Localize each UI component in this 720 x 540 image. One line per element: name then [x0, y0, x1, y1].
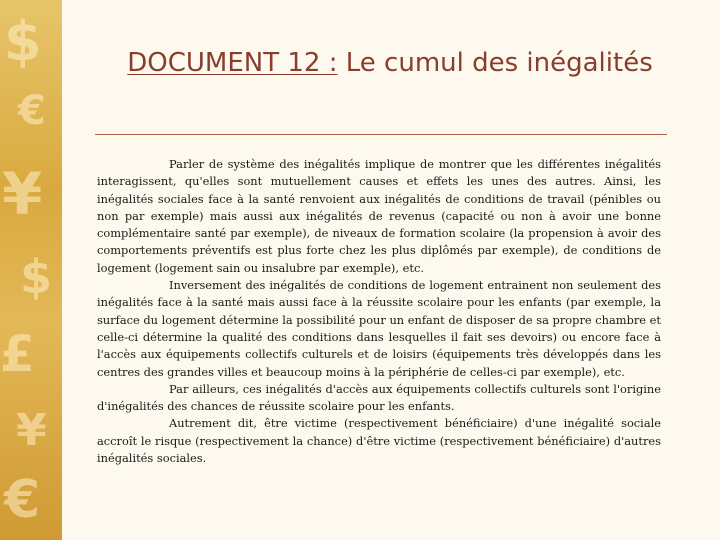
paragraph-3: Par ailleurs, ces inégalités d'accès aux équipements collectifs culturels sont l'origine d'inégalités des chances de réussite scolaire pour les enfants. [97, 381, 661, 414]
yen-symbol-icon: ¥ [2, 160, 43, 228]
pound-symbol-icon: £ [0, 325, 35, 383]
document-title [95, 46, 685, 80]
paragraph-2: Inversement des inégalités de conditions de logement entrainent non seulement des inégalités face à la santé mais aussi face à la réussite scolaire pour les enfants (par exemple, la surface du logement détermine la possibilité pour un enfant de disposer de sa propre chambre et celle-ci détermine la qualité des conditions dans lesquelles il fait ses devoirs) ou encore face à l'accès aux équipements collectifs culturels et de loisirs (équipements très développés dans les centres des grandes villes et beaucoup moins à la périphérie de celles-ci par exemple), etc. [97, 278, 661, 379]
decorative-currency-band [0, 0, 62, 540]
euro-symbol-icon: € [18, 88, 46, 134]
document-body [97, 156, 661, 467]
euro-symbol-icon: € [4, 470, 41, 530]
document-code: DOCUMENT 12 : [127, 48, 338, 78]
document-title-text: Le cumul des inégalités [345, 48, 653, 78]
yen-symbol-icon: ¥ [16, 405, 47, 456]
dollar-symbol-icon: $ [4, 10, 42, 73]
dollar-symbol-icon: $ [20, 250, 53, 304]
paragraph-1: Parler de système des inégalités implique de montrer que les différentes inégalités interagissent, qu'elles sont mutuellement causes et effets les unes des autres. Ainsi, les inégalités sociales face à la santé renvoient aux inégalités de conditions de travail (pénibles ou non par exemple) mais aussi aux inégalités de revenus (capacité ou non à avoir une bonne complémentaire santé par exemple), de niveaux de formation scolaire (la propension à avoir des comportements préventifs est plus forte chez les plus diplômés par exemple), de conditions de logement (logement sain ou insalubre par exemple), etc. [97, 157, 661, 275]
paragraph-4: Autrement dit, être victime (respectivement bénéficiaire) d'une inégalité sociale accroît le risque (respectivement la chance) d'être victime (respectivement bénéficiaire) d'autres inégalités sociales. [97, 416, 661, 466]
title-divider [95, 134, 667, 135]
